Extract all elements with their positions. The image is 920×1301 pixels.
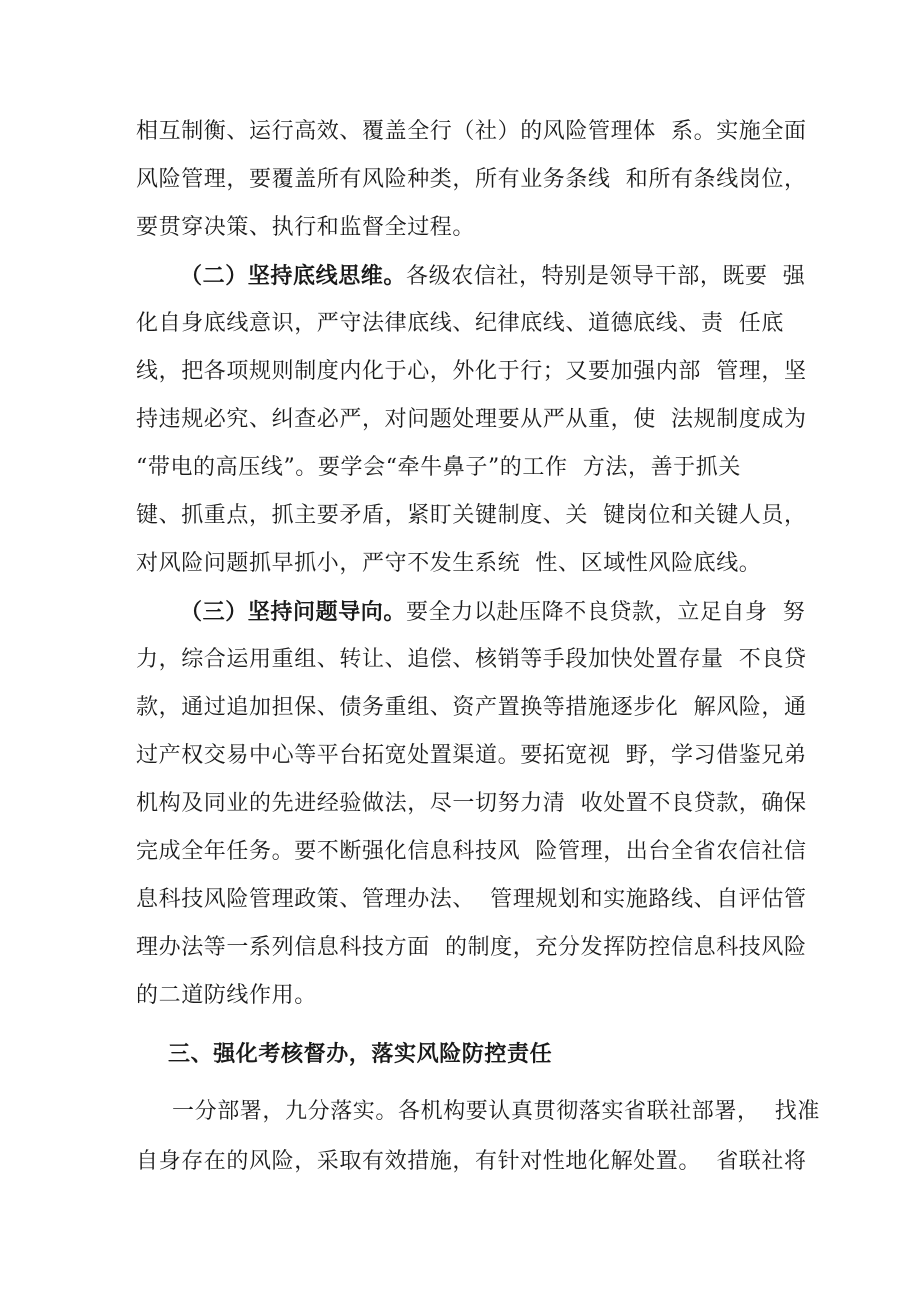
paragraph-3-line-1 [180,597,805,628]
paragraph-3-line-6: 完成全年任务。要不断强化信息科技风 险管理，出台全省农信社信 [136,839,807,864]
paragraph-1-line-3: 要贯穿决策、执行和监督全过程。 [136,215,476,240]
paragraph-3-line-4: 过产权交易中心等平台拓宽处置渠道。要拓宽视 野，学习借鉴兄弟 [136,743,807,768]
paragraph-2-line-7: 对风险问题抓早抓小，严守不发生系统 性、区域性风险底线。 [136,551,762,576]
paragraph-1-line-2: 风险管理，要覆盖所有风险种类，所有业务条线 和所有条线岗位， [136,167,807,192]
paragraph-2-line-6: 键、抓重点，抓主要矛盾，紧盯关键制度、关 键岗位和关键人员， [136,503,807,528]
paragraph-2-lead: （二）坚持底线思维。 [180,263,407,289]
paragraph-4-line-1: 一分部署，九分落实。各机构要认真贯彻落实省联社部署， 找准 [172,1099,820,1124]
paragraph-3-line-2: 力，综合运用重组、转让、追偿、核销等手段加快处置存量 不良贷 [136,647,807,672]
paragraph-1-line-1: 相互制衡、运行高效、覆盖全行（社）的风险管理体 系。实施全面 [136,119,807,144]
paragraph-3-line-7: 息科技风险管理政策、管理办法、 管理规划和实施路线、自评估管 [136,887,807,912]
section-heading: 三、强化考核督办，落实风险防控责任 [168,1041,553,1067]
paragraph-2-first-rest: 各级农信社，特别是领导干部，既要 强 [406,264,806,289]
paragraph-2-line-5: “带电的高压线”。要学会“牵牛鼻子”的工作 方法，善于抓关 [136,455,741,480]
paragraph-3-line-5: 机构及同业的先进经验做法，尽一切努力清 收处置不良贷款，确保 [136,791,807,816]
paragraph-4-line-2: 自身存在的风险，采取有效措施，有针对性地化解处置。 省联社将 [136,1149,807,1174]
paragraph-2-line-2: 化自身底线意识，严守法律底线、纪律底线、道德底线、责 任底 [136,311,784,336]
paragraph-3-line-9: 的二道防线作用。 [136,983,317,1008]
paragraph-3-line-3: 款，通过追加担保、债务重组、资产置换等措施逐步化 解风险，通 [136,695,807,720]
paragraph-3-line-8: 理办法等一系列信息科技方面 的制度，充分发挥防控信息科技风险 [136,935,807,960]
paragraph-2-line-1 [180,261,805,292]
paragraph-3-lead: （三）坚持问题导向。 [180,599,407,625]
paragraph-2-line-4: 持违规必究、纠查必严，对问题处理要从严从重，使 法规制度成为 [136,407,807,432]
paragraph-3-first-rest: 要全力以赴压降不良贷款，立足自身 努 [406,600,806,625]
paragraph-2-line-3: 线，把各项规则制度内化于心，外化于行；又要加强内部 管理，坚 [136,359,807,384]
